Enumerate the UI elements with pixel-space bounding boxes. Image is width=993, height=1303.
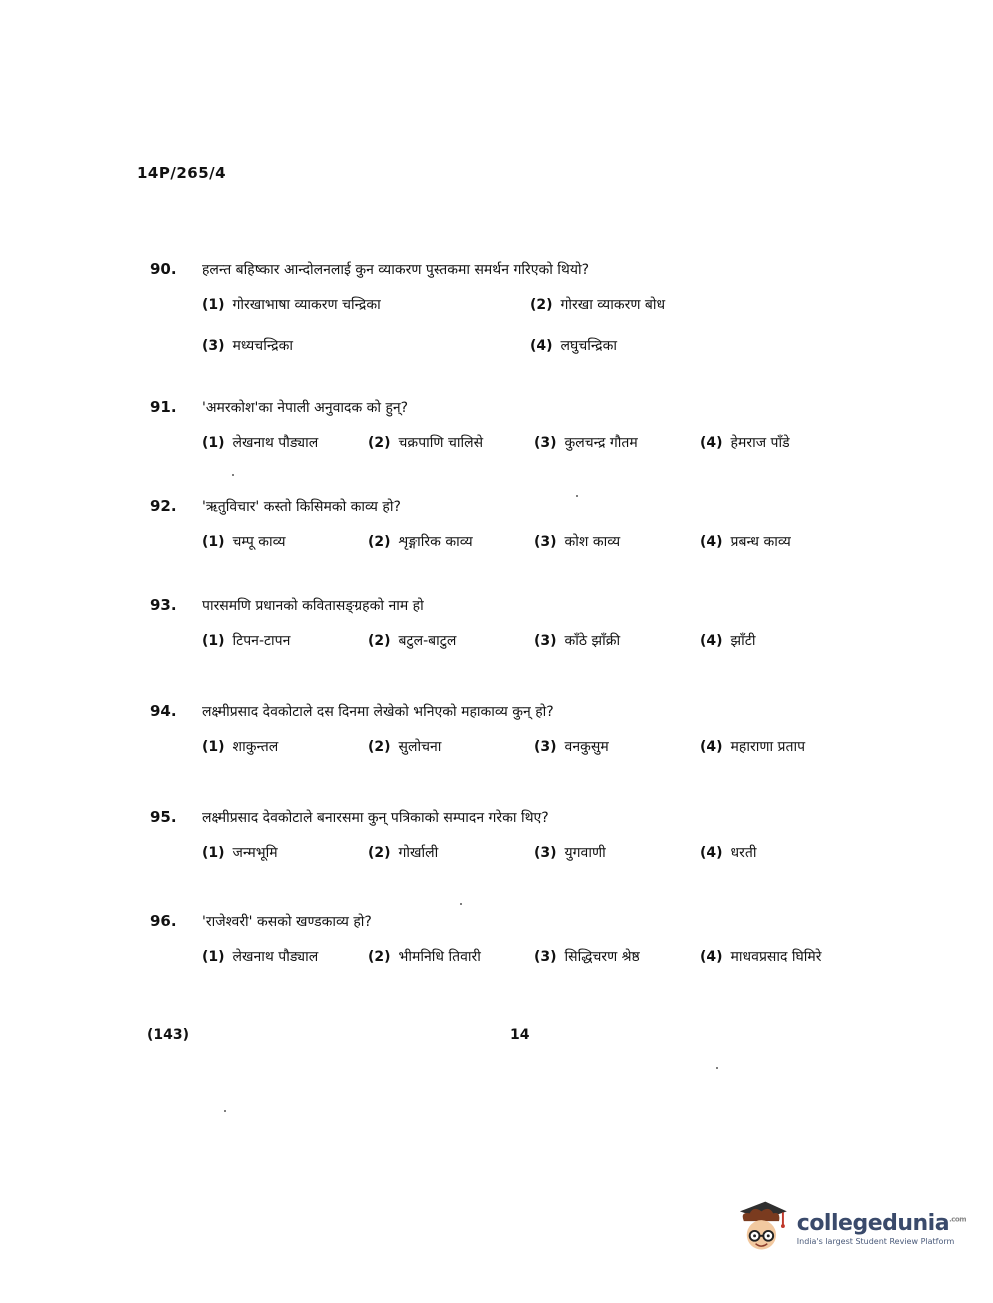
scan-speck: [224, 1110, 226, 1112]
scan-speck: [232, 474, 234, 476]
scan-speck: [460, 903, 462, 905]
option-2: (2) भीमनिधि तिवारी: [368, 949, 481, 965]
question-number: 90.: [150, 260, 177, 278]
footer-code: (143): [147, 1027, 190, 1043]
option-3: (3) सिद्धिचरण श्रेष्ठ: [534, 949, 640, 965]
question-text: पारसमणि प्रधानको कवितासङ्ग्रहको नाम हो: [202, 598, 424, 614]
option-2: (2) सुलोचना: [368, 739, 442, 755]
option-1: (1) जन्मभूमि: [202, 845, 278, 861]
collegedunia-watermark: [736, 1196, 966, 1260]
mascot-icon: [736, 1197, 789, 1259]
question-number: 96.: [150, 912, 177, 930]
question-number: 91.: [150, 398, 177, 416]
question-number: 94.: [150, 702, 177, 720]
paper-code: 14P/265/4: [137, 164, 227, 182]
question-number: 95.: [150, 808, 177, 826]
option-3: (3) कोश काव्य: [534, 534, 621, 550]
option-1: (1) लेखनाथ पौड्याल: [202, 949, 319, 965]
option-4: (4) धरती: [700, 845, 757, 861]
option-3: (3) वनकुसुम: [534, 739, 609, 755]
option-2: (2) गोरखा व्याकरण बोध: [530, 297, 666, 313]
option-2: (2) बटुल-बाटुल: [368, 633, 457, 649]
scan-speck: [716, 1067, 718, 1069]
page-number: 14: [510, 1027, 530, 1043]
option-1: (1) लेखनाथ पौड्याल: [202, 435, 319, 451]
question-95: [150, 808, 870, 862]
option-2: (2) गोर्खाली: [368, 845, 439, 861]
question-94: [150, 702, 870, 756]
logo-tagline: India's largest Student Review Platform: [796, 1236, 955, 1246]
option-3: (3) मध्यचन्द्रिका: [202, 338, 293, 354]
question-text: 'ऋतुविचार' कस्तो किसिमको काव्य हो?: [202, 499, 401, 515]
question-text: 'राजेश्वरी' कसको खण्डकाव्य हो?: [202, 914, 372, 930]
option-1: (1) गोरखाभाषा व्याकरण चन्द्रिका: [202, 297, 381, 313]
question-text: 'अमरकोश'का नेपाली अनुवादक को हुन्?: [202, 400, 409, 416]
scan-speck: [576, 495, 578, 497]
question-text: लक्ष्मीप्रसाद देवकोटाले बनारसमा कुन् पत्रिकाको सम्पादन गरेका थिए?: [202, 810, 549, 826]
question-number: 92.: [150, 497, 177, 515]
option-4: (4) माधवप्रसाद घिमिरे: [700, 949, 822, 965]
option-1: (1) शाकुन्तल: [202, 739, 279, 755]
option-2: (2) शृङ्गारिक काव्य: [368, 534, 473, 550]
question-96: [150, 912, 870, 966]
option-4: (4) लघुचन्द्रिका: [530, 338, 617, 354]
question-text: हलन्त बहिष्कार आन्दोलनलाई कुन व्याकरण पुस्तकमा समर्थन गरिएको थियो?: [202, 262, 590, 278]
option-4: (4) झाँटी: [700, 633, 756, 649]
option-1: (1) चम्पू काव्य: [202, 534, 286, 550]
question-90: [150, 260, 870, 355]
question-number: 93.: [150, 596, 177, 614]
logo-name: collegedunia: [796, 1210, 950, 1236]
question-92: [150, 497, 870, 551]
option-2: (2) चक्रपाणि चालिसे: [368, 435, 484, 451]
question-text: लक्ष्मीप्रसाद देवकोटाले दस दिनमा लेखेको भनिएको महाकाव्य कुन् हो?: [202, 704, 554, 720]
option-1: (1) टिपन-टापन: [202, 633, 291, 649]
option-4: (4) हेमराज पाँडे: [700, 435, 790, 451]
option-4: (4) महाराणा प्रताप: [700, 739, 806, 755]
option-3: (3) कुलचन्द्र गौतम: [534, 435, 638, 451]
logo-suffix: .com: [949, 1215, 966, 1224]
option-3: (3) युगवाणी: [534, 845, 606, 861]
question-91: [150, 398, 870, 452]
question-93: [150, 596, 870, 650]
option-3: (3) काँठे झाँक्री: [534, 633, 621, 649]
option-4: (4) प्रबन्ध काव्य: [700, 534, 791, 550]
